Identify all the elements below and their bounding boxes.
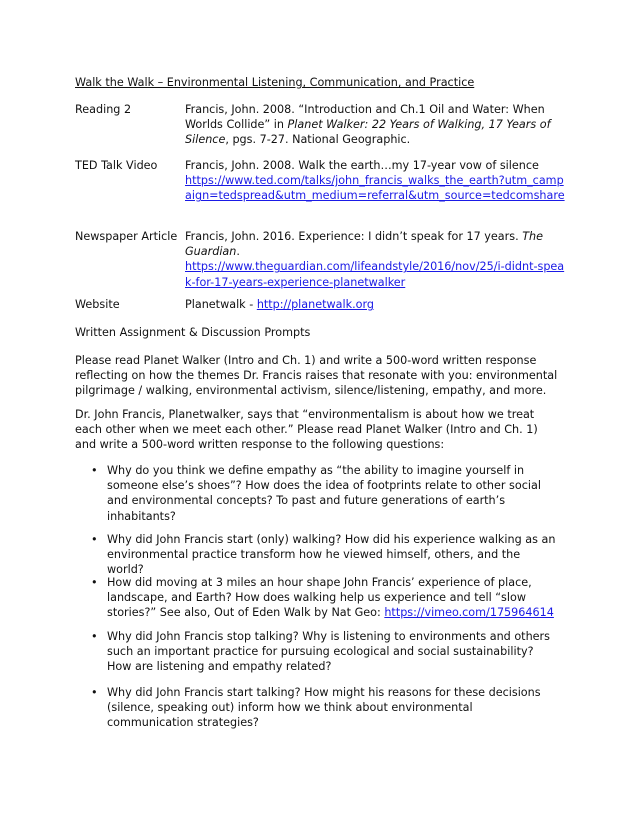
reference-label: Website: [75, 298, 120, 311]
planetwalk-link[interactable]: http://planetwalk.org: [256, 298, 375, 311]
ted-talk-link[interactable]: https://www.ted.com/talks/john_francis_walks_the_earth?utm_campaign=tedspread&utm_medium=referral&utm_source=tedcomshare: [185, 174, 565, 203]
citation-text-end: .: [236, 245, 240, 259]
reference-label: Reading 2: [75, 103, 132, 116]
prompt-text: Why did John Francis start (only) walking? How did his experience walking as an environmental practice transform how he viewed himself, others, and the world?: [107, 533, 556, 577]
bullet-icon: •: [91, 630, 98, 643]
citation-text: Francis, John. 2016. Experience: I didn’t speak for 17 years.: [185, 230, 523, 243]
citation-text-end: , pgs. 7-27. National Geographic.: [225, 133, 411, 147]
bullet-icon: •: [91, 686, 98, 699]
reference-citation: [185, 102, 565, 148]
bullet-icon: •: [91, 533, 98, 546]
citation-text: Planetwalk -: [185, 298, 257, 311]
reference-label: Newspaper Article: [75, 230, 178, 243]
reference-citation: [185, 229, 565, 290]
bullet-icon: •: [91, 464, 98, 477]
bullet-icon: •: [91, 576, 98, 589]
guardian-article-link[interactable]: https://www.theguardian.com/lifeandstyle/2016/nov/25/i-didnt-speak-for-17-years-experience-planetwalker: [185, 260, 565, 289]
citation-text: Francis, John. 2008. “Introduction and Ch.1 Oil and Water: When Worlds Collide” in: [185, 103, 545, 132]
assignment-paragraph-2: Dr. John Francis, Planetwalker, says that “environmentalism is about how we treat each other when we meet each other.” Please read Planet Walker (Intro and Ch. 1) and write a 500-word written response to the following questions:: [75, 408, 538, 452]
reference-citation: [185, 297, 565, 312]
assignment-paragraph-1: Please read Planet Walker (Intro and Ch. 1) and write a 500-word written response reflecting on how the themes Dr. Francis raises that resonate with you: environmental pilgrimage / walking, environmental activism, silence/listening, empathy, and more.: [75, 354, 558, 398]
reference-label: TED Talk Video: [75, 159, 158, 172]
prompt-text: Why did John Francis stop talking? Why is listening to environments and others such an important practice for pursuing ecological and social sustainability? How are listening and empathy related?: [107, 630, 550, 674]
prompt-text: Why did John Francis start talking? How might his reasons for these decisions (silence, speaking out) inform how we think about environmental communication strategies?: [107, 686, 541, 730]
citation-book-title: Planet Walker: 22 Years of Walking, 17 Years of Silence: [185, 118, 551, 147]
vimeo-link[interactable]: https://vimeo.com/175964614: [384, 606, 554, 620]
prompt-text: [107, 575, 559, 621]
prompt-text: Why do you think we define empathy as “the ability to imagine yourself in someone else’s shoes”? How does the idea of footprints relate to other social and environmental concepts? To past and future generations of earth’s inhabitants?: [107, 464, 541, 523]
reference-citation: [185, 158, 565, 204]
section-heading: Written Assignment & Discussion Prompts: [75, 326, 311, 339]
document-title: Walk the Walk – Environmental Listening, Communication, and Practice: [75, 76, 475, 89]
citation-text: Francis, John. 2008. Walk the earth…my 17-year vow of silence: [185, 159, 539, 172]
citation-publication: The Guardian: [185, 230, 544, 259]
prompt-body: How did moving at 3 miles an hour shape John Francis’ experience of place, landscape, and Earth? How does walking help us experience and tell “slow stories?” See also, Out of Eden Walk by Nat Geo:: [107, 576, 532, 620]
